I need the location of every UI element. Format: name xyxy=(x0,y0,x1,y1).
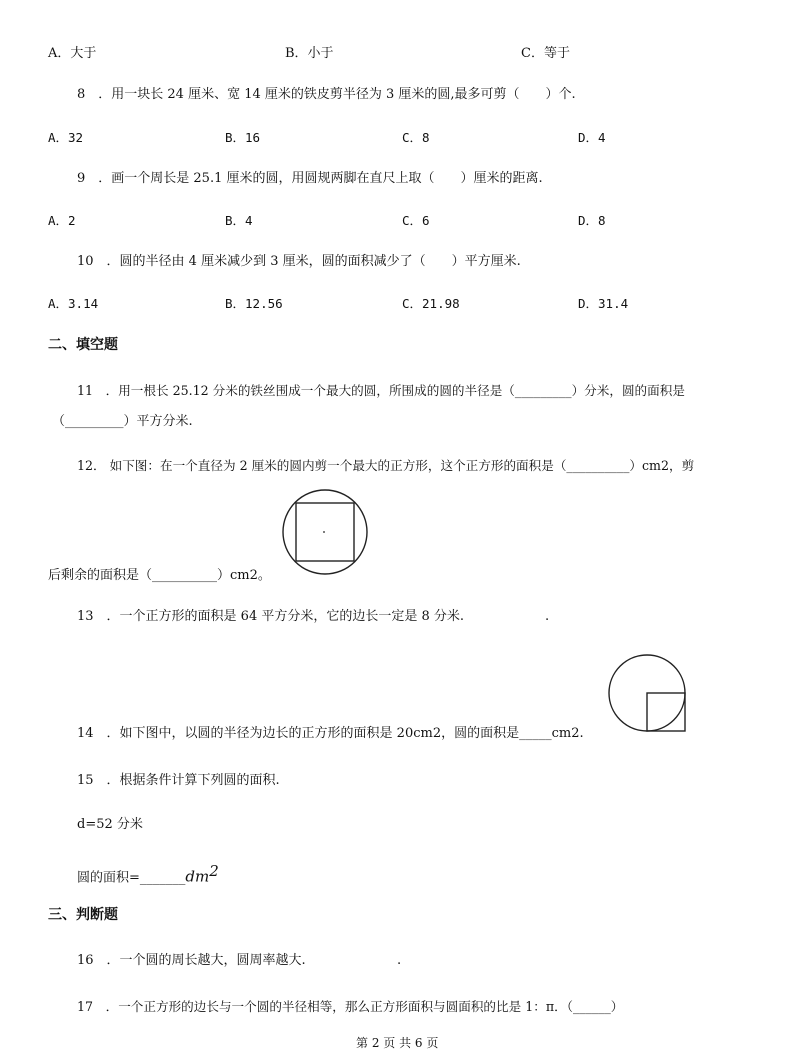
question-16-stem: 16 ．一个圆的周长越大，圆周率越大. xyxy=(77,953,306,968)
section-title: 三、判断题 xyxy=(48,907,118,923)
question-9-stem: 9 ．画一个周长是 25.1 厘米的圆，用圆规两脚在直尺上取（ ）厘米的距离. xyxy=(77,171,543,186)
question-12-line1: 12． 如下图：在一个直径为 2 厘米的圆内剪一个最大的正方形，这个正方形的面积是（__________）cm2，剪 xyxy=(77,458,695,473)
option-b: B．小于 xyxy=(285,46,334,61)
answer-mark: . xyxy=(397,953,402,968)
option-c: C．6 xyxy=(402,213,430,228)
given-diameter: d=52 分米 xyxy=(77,817,143,832)
section-title: 二、填空题 xyxy=(48,337,118,353)
question-10-stem: 10 ．圆的半径由 4 厘米减少到 3 厘米，圆的面积减少了（ ）平方厘米. xyxy=(77,254,521,269)
option-c: C．8 xyxy=(402,130,430,145)
option-a: A．32 xyxy=(48,130,84,145)
unit-exponent: 2 xyxy=(209,862,219,880)
circle-radius-square-figure xyxy=(604,654,690,738)
question-17-stem: 17 ．一个正方形的边长与一个圆的半径相等，那么正方形面积与圆面积的比是 1：π．（______） xyxy=(77,999,624,1014)
answer-mark: . xyxy=(545,609,550,624)
question-15-stem: 15 ．根据条件计算下列圆的面积. xyxy=(77,773,280,788)
circle-square-figure xyxy=(280,488,372,578)
question-13-stem: 13 ．一个正方形的面积是 64 平方分米，它的边长一定是 8 分米. xyxy=(77,609,465,624)
question-14-stem: 14 ．如下图中，以圆的半径为边长的正方形的面积是 20cm2，圆的面积是_____cm2. xyxy=(77,726,584,741)
option-d: D．8 xyxy=(578,213,606,228)
inscribed-square xyxy=(296,503,354,561)
unit-label: dm xyxy=(185,867,210,886)
option-c: C．21.98 xyxy=(402,296,460,311)
answer-prefix: 圆的面积=_______ xyxy=(77,870,186,886)
option-b: B．4 xyxy=(225,213,253,228)
option-d: D．4 xyxy=(578,130,606,145)
question-11-line2: （_________）平方分米. xyxy=(52,414,193,429)
option-c: C．等于 xyxy=(521,46,570,61)
option-d: D．31.4 xyxy=(578,296,629,311)
option-a: A．3.14 xyxy=(48,296,99,311)
center-dot xyxy=(323,531,325,533)
option-b: B．12.56 xyxy=(225,296,283,311)
page-number: 第 2 页 共 6 页 xyxy=(356,1036,439,1050)
question-11-line1: 11 ．用一根长 25.12 分米的铁丝围成一个最大的圆，所围成的圆的半径是（_________）分米，圆的面积是 xyxy=(77,383,685,398)
answer-line xyxy=(77,862,219,887)
option-a: A．2 xyxy=(48,213,76,228)
option-b: B．16 xyxy=(225,130,261,145)
option-a: A．大于 xyxy=(48,46,97,61)
question-8-stem: 8 ．用一块长 24 厘米、宽 14 厘米的铁皮剪半径为 3 厘米的圆,最多可剪（ ）个. xyxy=(77,87,576,102)
question-12-line2: 后剩余的面积是（__________）cm2。 xyxy=(48,568,271,583)
